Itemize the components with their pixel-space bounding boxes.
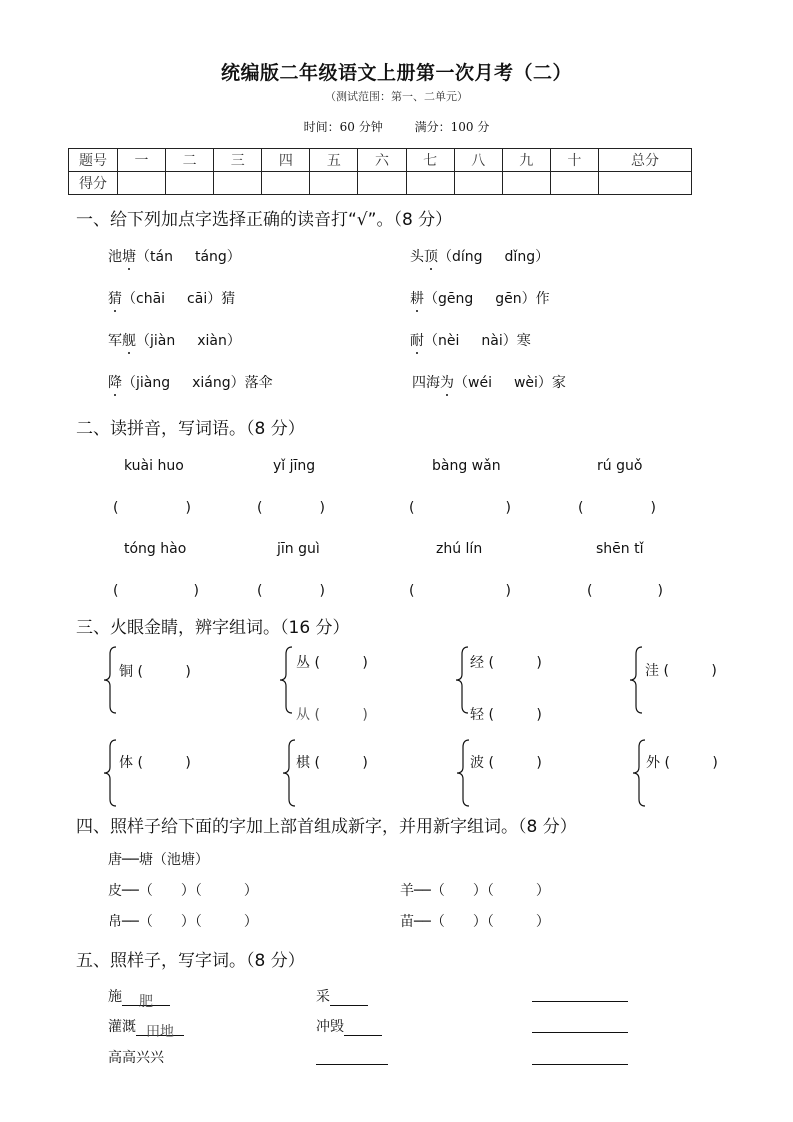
exam-title: 统编版二年级语文上册第一次月考（二） xyxy=(220,62,572,84)
full-score: 满分：100 分 xyxy=(414,120,490,134)
section4-heading: 四、照样子给下面的字加上部首组成新字，并用新字组词。（8 分） xyxy=(76,817,577,837)
pinyin-choice-item: 池塘（tán táng） xyxy=(108,249,241,265)
example-line: 唐──塘（池塘） xyxy=(108,852,209,868)
option-2[interactable]: xiáng xyxy=(192,375,231,391)
radical-item[interactable]: 皮──（ ）（ ） xyxy=(108,883,258,899)
score-table-header-row xyxy=(69,149,692,172)
table-cell: 二 xyxy=(166,149,214,172)
pinyin-choice-item: 军舰（jiàn xiàn） xyxy=(108,333,241,349)
pinyin-choice-item: 耕（gēng gēn）作 xyxy=(410,291,550,307)
pinyin-prompt: yǐ jīng xyxy=(273,458,316,474)
clipped-char-group-item: 从 ( ) xyxy=(296,707,368,723)
table-cell: 总分 xyxy=(598,149,691,172)
score-input-cell[interactable] xyxy=(214,172,262,195)
brace-icon xyxy=(456,739,470,807)
score-input-cell[interactable] xyxy=(598,172,691,195)
section5-heading: 五、照样子，写字词。（8 分） xyxy=(76,951,305,971)
option-2[interactable]: táng xyxy=(194,249,227,265)
exam-subtitle: （测试范围：第一、二单元） xyxy=(325,90,468,103)
brace-icon xyxy=(455,646,469,714)
answer-blank[interactable]: ( ) xyxy=(578,500,656,516)
char-group-item: 丛 ( ) xyxy=(296,655,368,671)
answer-line[interactable] xyxy=(532,1001,628,1002)
pinyin-choice-item: 头顶（díng dǐng） xyxy=(410,249,550,265)
table-cell: 九 xyxy=(502,149,550,172)
pinyin-prompt: kuài huo xyxy=(124,458,184,474)
pinyin-choice-item: 四海为（wéi wèi）家 xyxy=(412,375,566,391)
option-2[interactable]: wèi xyxy=(513,375,538,391)
radical-item[interactable]: 苗──（ ）（ ） xyxy=(400,914,550,930)
option-2[interactable]: xiàn xyxy=(197,333,227,349)
dotted-char: 猜 xyxy=(108,291,122,307)
option-2[interactable]: cāi xyxy=(187,291,208,307)
table-cell: 六 xyxy=(358,149,406,172)
answer-line[interactable] xyxy=(532,1032,628,1033)
radical-item[interactable]: 羊──（ ）（ ） xyxy=(400,883,550,899)
brace-icon xyxy=(629,646,643,714)
option-1[interactable]: wéi xyxy=(468,375,492,391)
option-1[interactable]: nèi xyxy=(438,333,460,349)
answer-line[interactable] xyxy=(532,1064,628,1065)
table-cell: 七 xyxy=(406,149,454,172)
char-group-item: 洼 ( ) xyxy=(645,663,717,679)
dotted-char: 降 xyxy=(108,375,122,391)
char-group-item: 体 ( ) xyxy=(119,755,191,771)
table-cell: 三 xyxy=(214,149,262,172)
option-2[interactable]: nài xyxy=(481,333,503,349)
answer-blank[interactable]: ( ) xyxy=(113,583,199,599)
score-input-cell[interactable] xyxy=(454,172,502,195)
score-input-cell[interactable] xyxy=(358,172,406,195)
table-cell: 十 xyxy=(550,149,598,172)
answer-blank[interactable]: ( ) xyxy=(409,500,511,516)
time-limit: 时间：60 分钟 xyxy=(303,120,383,134)
option-1[interactable]: gēng xyxy=(438,291,474,307)
pinyin-prompt: jīn guì xyxy=(277,541,320,557)
option-2[interactable]: gēn xyxy=(495,291,522,307)
score-input-cell[interactable] xyxy=(502,172,550,195)
answer-blank[interactable]: ( ) xyxy=(409,583,511,599)
dotted-char: 塘 xyxy=(122,249,136,265)
table-cell: 题号 xyxy=(69,149,118,172)
table-cell: 八 xyxy=(454,149,502,172)
answer-blank[interactable]: ( ) xyxy=(587,583,663,599)
answer-line[interactable] xyxy=(344,1021,382,1036)
example-word: 施 肥 xyxy=(108,986,170,1006)
table-cell: 四 xyxy=(262,149,310,172)
answer-line[interactable] xyxy=(330,991,368,1006)
dotted-char: 为 xyxy=(440,375,454,391)
char-group-item: 外 ( ) xyxy=(646,755,718,771)
option-1[interactable]: díng xyxy=(452,249,483,265)
brace-icon xyxy=(103,646,117,714)
example-word: 灌溉 田地 xyxy=(108,1016,184,1036)
char-group-item: 铜 ( ) xyxy=(119,664,191,680)
pinyin-prompt: shēn tǐ xyxy=(596,541,644,557)
pinyin-prompt: zhú lín xyxy=(436,541,483,557)
answer-blank[interactable]: ( ) xyxy=(257,500,325,516)
score-input-cell[interactable] xyxy=(550,172,598,195)
example-word: 高高兴兴 xyxy=(108,1050,164,1066)
score-input-cell[interactable] xyxy=(310,172,358,195)
answer-blank[interactable]: ( ) xyxy=(113,500,191,516)
exam-time-info xyxy=(0,118,793,135)
char-group-item: 棋 ( ) xyxy=(296,755,368,771)
section1-heading: 一、给下列加点字选择正确的读音打“√”。（8 分） xyxy=(76,210,453,230)
clipped-char-group-item: 轻 ( ) xyxy=(470,707,542,723)
char-group-item: 经 ( ) xyxy=(470,655,542,671)
score-input-cell[interactable] xyxy=(166,172,214,195)
word-prompt: 采 xyxy=(316,986,368,1006)
pinyin-choice-item: 降（jiàng xiáng）落伞 xyxy=(108,375,273,391)
score-input-cell[interactable] xyxy=(262,172,310,195)
pinyin-choice-item: 猜（chāi cāi）猜 xyxy=(108,291,236,307)
dotted-char: 舰 xyxy=(122,333,136,349)
pinyin-prompt: tóng hào xyxy=(124,541,187,557)
table-cell: 得分 xyxy=(69,172,118,195)
option-1[interactable]: chāi xyxy=(136,291,166,307)
answer-line[interactable] xyxy=(316,1064,388,1065)
char-group-item: 波 ( ) xyxy=(470,755,542,771)
option-1[interactable]: jiàn xyxy=(150,333,176,349)
pinyin-prompt: bàng wǎn xyxy=(432,458,501,474)
table-cell: 五 xyxy=(310,149,358,172)
dotted-char: 耕 xyxy=(410,291,424,307)
brace-icon xyxy=(279,646,293,714)
score-input-cell[interactable] xyxy=(406,172,454,195)
pinyin-prompt: rú guǒ xyxy=(597,458,643,474)
word-prompt: 冲毁 xyxy=(316,1016,382,1036)
dotted-char: 耐 xyxy=(410,333,424,349)
brace-icon xyxy=(282,739,296,807)
option-2[interactable]: dǐng xyxy=(504,249,536,265)
option-1[interactable]: jiàng xyxy=(136,375,171,391)
answer-blank[interactable]: ( ) xyxy=(257,583,325,599)
option-1[interactable]: tán xyxy=(150,249,173,265)
pinyin-choice-item: 耐（nèi nài）寒 xyxy=(410,333,531,349)
brace-icon xyxy=(632,739,646,807)
score-table xyxy=(68,148,692,195)
brace-icon xyxy=(103,739,117,807)
section3-heading: 三、火眼金睛，辨字组词。（16 分） xyxy=(76,618,350,638)
score-input-cell[interactable] xyxy=(118,172,166,195)
score-table-score-row xyxy=(69,172,692,195)
section2-heading: 二、读拼音，写词语。（8 分） xyxy=(76,419,305,439)
table-cell: 一 xyxy=(118,149,166,172)
radical-item[interactable]: 帛──（ ）（ ） xyxy=(108,914,258,930)
dotted-char: 顶 xyxy=(424,249,438,265)
